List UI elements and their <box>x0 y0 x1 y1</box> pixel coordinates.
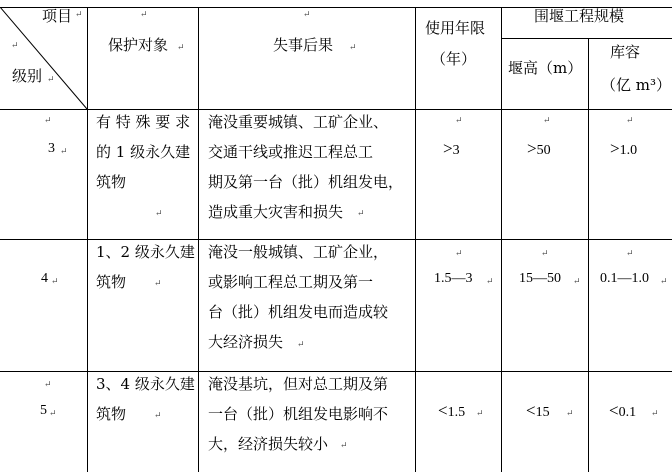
protect-object-line: 的 1 级永久建 <box>96 143 191 161</box>
grade-value: 4 <box>41 271 48 286</box>
protect-object-line: 有 特 殊 要 求 <box>96 113 191 131</box>
paragraph-mark-icon: ↵ <box>303 10 311 20</box>
value-number: 1.5 <box>447 405 466 420</box>
consequence-line: 期及第一台（批）机组发电， <box>208 173 404 191</box>
header-item-label: 项目 <box>42 7 73 25</box>
header-grade-label: 级别 <box>12 67 43 85</box>
value-number: 0.1 <box>618 405 637 420</box>
paragraph-mark-icon: ↵ <box>297 340 305 350</box>
paragraph-mark-icon: ↵ <box>44 116 52 126</box>
paragraph-mark-icon: ↵ <box>11 41 19 51</box>
header-weir-height: 堰高（m） <box>508 59 583 77</box>
column-divider <box>501 7 502 472</box>
column-divider <box>198 7 199 472</box>
paragraph-mark-icon: ↵ <box>660 277 668 287</box>
paragraph-mark-icon: ↵ <box>154 411 162 421</box>
paragraph-mark-icon: ↵ <box>154 279 162 289</box>
paragraph-mark-icon: ↵ <box>476 409 484 419</box>
protect-object-line: 1、2 级永久建 <box>96 243 195 261</box>
protect-object-line: 3、4 级永久建 <box>96 375 195 393</box>
consequence-line: 或影响工程总工期及第一 <box>208 273 374 291</box>
paragraph-mark-icon: ↵ <box>44 380 52 390</box>
paragraph-mark-icon: ↵ <box>349 43 357 53</box>
paragraph-mark-icon: ↵ <box>357 209 365 219</box>
paragraph-mark-icon: ↵ <box>155 209 163 219</box>
less-than-symbol: < <box>438 401 448 420</box>
paragraph-mark-icon: ↵ <box>49 409 57 419</box>
column-divider <box>588 38 589 472</box>
paragraph-mark-icon: ↵ <box>651 409 659 419</box>
value-number: 3 <box>452 143 460 158</box>
consequence-line: 台（批）机组发电而造成较 <box>208 303 389 321</box>
paragraph-mark-icon: ↵ <box>51 277 59 287</box>
weir-height-value <box>527 139 551 161</box>
consequence-line: 造成重大灾害和损失 <box>208 203 344 221</box>
paragraph-mark-icon: ↵ <box>47 75 55 85</box>
greater-than-symbol: > <box>527 139 537 158</box>
paragraph-mark-icon: ↵ <box>626 249 634 259</box>
paragraph-mark-icon: ↵ <box>75 10 83 20</box>
paragraph-mark-icon: ↵ <box>543 116 551 126</box>
header-cofferdam-scale: 围堰工程规模 <box>534 7 625 25</box>
paragraph-mark-icon: ↵ <box>177 43 185 53</box>
capacity-value <box>610 139 637 161</box>
header-consequence: 失事后果 <box>273 36 334 54</box>
header-service-life: 使用年限 <box>425 19 486 37</box>
header-protect-object: 保护对象 <box>108 36 169 54</box>
paragraph-mark-icon: ↵ <box>626 116 634 126</box>
paragraph-mark-icon: ↵ <box>566 409 574 419</box>
header-service-life-unit: （年） <box>431 50 477 68</box>
protect-object-line: 筑物 <box>96 173 127 191</box>
column-divider <box>415 7 416 472</box>
capacity-value: 0.1—1.0 <box>600 271 649 286</box>
consequence-line: 交通干线或推迟工程总工 <box>208 143 374 161</box>
header-capacity: 库容 <box>610 43 641 61</box>
paragraph-mark-icon: ↵ <box>573 277 581 287</box>
consequence-line: 淹没基坑，但对总工期及第 <box>208 375 389 393</box>
less-than-symbol: < <box>609 401 619 420</box>
greater-than-symbol: > <box>443 139 453 158</box>
paragraph-mark-icon: ↵ <box>340 441 348 451</box>
consequence-line: 淹没重要城镇、工矿企业、 <box>208 113 389 131</box>
paragraph-mark-icon: ↵ <box>140 10 148 20</box>
consequence-line: 大经济损失 <box>208 333 284 351</box>
consequence-line: 大，经济损失较小 <box>208 435 329 453</box>
paragraph-mark-icon: ↵ <box>541 249 549 259</box>
service-life-value <box>438 401 465 423</box>
paragraph-mark-icon: ↵ <box>455 249 463 259</box>
grade-value: 5 <box>40 403 47 418</box>
capacity-value <box>609 401 636 423</box>
service-life-value <box>443 139 460 161</box>
header-sub-divider <box>501 38 672 39</box>
paragraph-mark-icon: ↵ <box>60 147 68 157</box>
header-capacity-unit: （亿 m³） <box>601 76 672 94</box>
paragraph-mark-icon: ↵ <box>486 277 494 287</box>
value-number: 15 <box>535 405 550 420</box>
paragraph-mark-icon: ↵ <box>455 116 463 126</box>
value-number: 50 <box>536 143 551 158</box>
consequence-line: 一台（批）机组发电影响不 <box>208 405 389 423</box>
protect-object-line: 筑物 <box>96 405 127 423</box>
protect-object-line: 筑物 <box>96 273 127 291</box>
service-life-value: 1.5—3 <box>434 271 473 286</box>
greater-than-symbol: > <box>610 139 620 158</box>
consequence-line: 淹没一般城镇、工矿企业， <box>208 243 389 261</box>
value-number: 1.0 <box>619 143 638 158</box>
less-than-symbol: < <box>526 401 536 420</box>
weir-height-value <box>526 401 550 423</box>
weir-height-value: 15—50 <box>519 271 561 286</box>
grade-value: 3 <box>48 141 55 156</box>
